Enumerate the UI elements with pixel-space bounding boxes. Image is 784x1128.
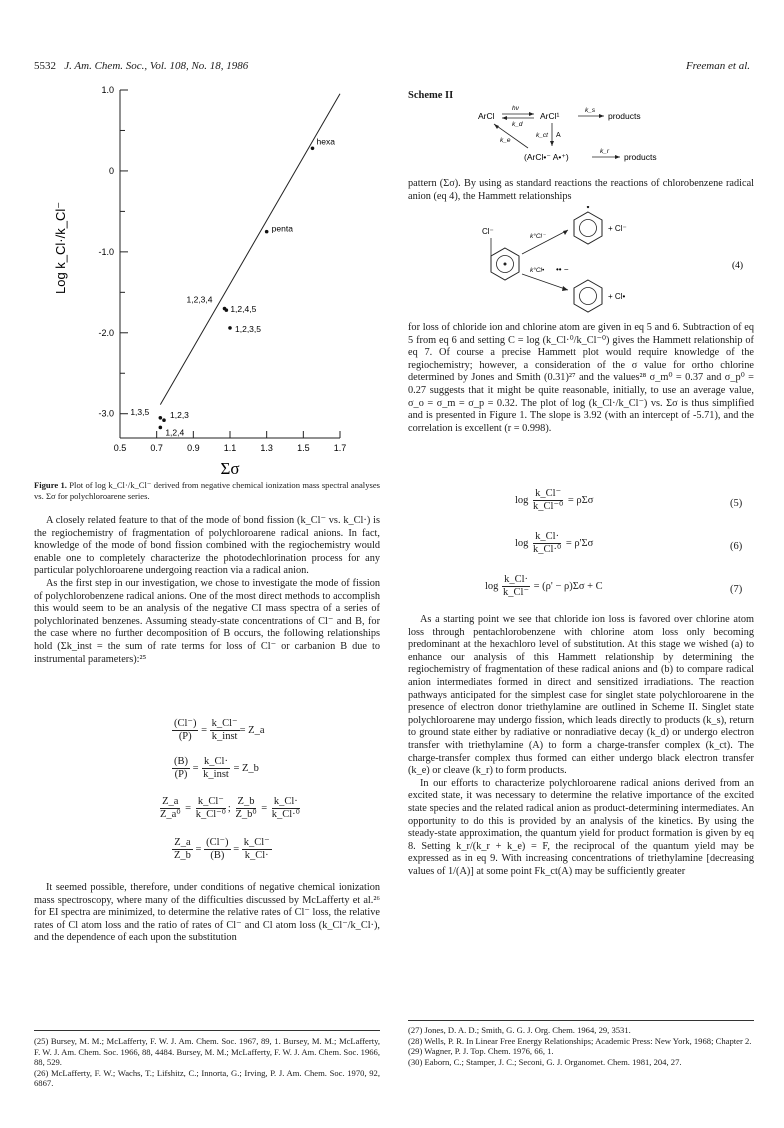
left-column-body [34, 515, 380, 666]
y-tick-label: 0 [108, 165, 114, 176]
equation-5-number: (5) [730, 498, 743, 509]
equation-za-zb: $\frac{Z\_a}{Z\_b}$ = $\frac{(Cl^-)}{(B)}$ = $\frac{k\_Cl^-}{k\_Cl\cdot}$ [174, 837, 270, 861]
eq4-k1: k°Cl⁻ [530, 233, 546, 240]
x-tick-label: 1.1 [223, 443, 237, 453]
reference: (26) McLafferty, F. W.; Wachs, T.; Lifshitz, C.; Innorta, G.; Irving, P. J. Am. Chem. Soc. 1970, 92, 6867. [34, 1067, 380, 1089]
scheme-ii-diagram [470, 100, 710, 172]
y-axis-label: Log k_Cl·/k_Cl⁻ [53, 201, 68, 294]
running-header-author: Freeman et al. [685, 60, 750, 72]
paragraph: As a starting point we see that chloride ion loss is favored over chlorine atom loss through pentachlorobenzene with chlorine atom loss only becoming predominant at the hexachloro level of substitution. At this stage we wished (a) to enhance our analysis of this Hammett relationship by determining the regiochemistry of fragmentation of these radical anions and (b) to compare radical anion intermediates formed in direct and sensitized irradiations. The reaction pathways anticipated for the simplest case for singlet state polychloroarene in the presence of electron donor triethylamine are outlined in Scheme II. Singlet state polychloroarene may undergo fission, which leads directly to products (k_s), return to ground state either by radiative or nonradiative decay (k_d) or undergo electron transfer with triethylamine (A) to form a charge-transfer complex (k_ct). The charge-transfer complex thus formed can either undergo black electron transfer (k_e) or cleave (k_r) to form products. [408, 614, 754, 777]
data-point [159, 426, 163, 430]
data-point [225, 308, 229, 312]
eq4-cl-minus: Cl⁻ [482, 227, 494, 236]
data-point-label: 1,2,3,4 [186, 294, 213, 305]
fit-line [160, 94, 340, 405]
x-tick-label: 1.3 [260, 443, 273, 453]
scheme-kr: k_r [600, 148, 610, 155]
scheme-kct: k_ct [536, 132, 548, 139]
eq4-number: (4) [732, 261, 744, 271]
paragraph: In our efforts to characterize polychloroarene radical anions derived from an excited state, it was necessary to determine the relative importance of the excited state species and the related radical anion as product-determining intermediates. An opportunity to do this is provided by an analysis of the kinetics. By using the steady-state approximation, the quantum yield for product formation is given by eq 8. Setting k_r/(k_r + k_e) = F, the reciprocal of the quantum yield may be expressed as in eq 9. With increasing concentrations of triethylamine [decreasing values of 1/(A)] at some point Fk_ct(A) may be sufficiently greater [408, 777, 754, 877]
right-para-2: for loss of chloride ion and chlorine atom are given in eq 5 and 6. Subtraction of eq 5 from eq 6 and setting C = log (k_Cl·⁰/k_Cl⁻⁰) gives the Hammett relationship of eq 7. Of course a precise Hammett plot would require knowledge of the regiochemistry; however, a consideration of the σ value for ortho chlorine determined by Jones and Smith (0.31)²⁷ and the values²⁸ σ_m⁰ = 0.37 and σ_p⁰ = 0.27 suggests that it might be quite reasonable, initially, to use an average value, σ_o = σ_m = σ_p = 0.32. The plot of log (k_Cl·/k_Cl⁻) vs. Σσ is thus simplified and is presented in Figure 1. The slope is 3.92 (with an intercept of -5.71), and the correlation is excellent (r = 0.998). [408, 322, 754, 434]
data-point [162, 418, 166, 422]
equation-7-number: (7) [730, 584, 743, 595]
scheme-a: A [556, 132, 561, 139]
x-tick-label: 0.9 [187, 443, 200, 453]
equation-6: log $\frac{k\_Cl\cdot}{\text{k\_Cl·⁰}}$ = ρ'Σσ [515, 531, 594, 555]
left-column-body-2 [34, 882, 380, 945]
data-point-label: penta [271, 223, 293, 234]
journal-citation: J. Am. Chem. Soc., Vol. 108, No. 18, 1986 [64, 60, 249, 72]
y-tick-label: 1.0 [101, 85, 114, 95]
eq4-plus-cl-atom: + Cl• [608, 292, 626, 301]
caption-label: Figure 1. [34, 480, 67, 490]
data-point [311, 146, 315, 150]
scheme-products-1: products [608, 111, 641, 121]
data-point-label: 1,2,4 [165, 427, 185, 438]
data-point-label: 1,2,3 [170, 410, 189, 421]
scheme-products-2: products [624, 152, 657, 162]
equation-4-diagram [470, 206, 754, 318]
footnote-rule-right [408, 1020, 754, 1021]
equation-6-number: (6) [730, 541, 743, 552]
reference: (28) Wells, P. R. In Linear Free Energy Relationships; Academic Press: New York, 1968; Chapter 2. [408, 1035, 752, 1046]
scheme-ks: k_s [585, 107, 596, 114]
data-point-label: 1,2,3,5 [235, 323, 261, 334]
svg-text:•• −: •• − [556, 265, 569, 274]
reference: (30) Eaborn, C.; Stamper, J. C.; Seconi, G. J. Organomet. Chem. 1981, 204, 27. [408, 1056, 682, 1067]
phenyl-radical-top [574, 206, 602, 244]
running-header-left [34, 60, 248, 72]
equation-5: log $\frac{k\_Cl^-}{\text{k\_Cl⁻⁰}}$ = ρΣσ [515, 488, 594, 512]
scheme-arcl1: ArCl¹ [540, 111, 560, 121]
eq4-plus-cl-minus: + Cl⁻ [608, 224, 627, 233]
right-references [408, 1025, 754, 1067]
data-point-label: hexa [316, 136, 335, 147]
chlorobenzene-radical-anion [491, 238, 519, 280]
equation-7: log $\frac{k\_Cl\cdot}{k\_Cl^-}$ = (ρ' − ρ)Σσ + C [485, 574, 603, 598]
scheme-ct-complex: (ArCl•⁻ A•⁺) [524, 152, 569, 162]
figure-caption [34, 480, 380, 501]
reference: (25) Bursey, M. M.; McLafferty, F. W. J. Am. Chem. Soc. 1967, 89, 1. Bursey, M. M.; McLafferty, F. W. J. Am. Chem. Soc. 1966, 88, 4484. Bursey, M. M.; McLafferty, F. W. J. Am. Chem. Soc. 1966, 88, 529. [34, 1036, 380, 1068]
x-tick-label: 0.5 [113, 443, 127, 453]
scheme-arcl: ArCl [478, 111, 495, 121]
y-tick-label: -2.0 [98, 327, 114, 338]
scheme-kd: k_d [512, 121, 523, 128]
reference: (27) Jones, D. A. D.; Smith, G. G. J. Org. Chem. 1964, 29, 3531. [408, 1025, 631, 1035]
scheme-ke: k_e [500, 137, 511, 144]
left-references [34, 1036, 380, 1089]
data-point [265, 230, 269, 234]
right-para-1: pattern (Σσ). By using as standard reactions the reactions of chlorobenzene radical anion (eq 4), the Hammett relationships [408, 178, 754, 202]
page-number: 5532 [34, 60, 56, 72]
equation-ratios: $\frac{Z\_a}{\text{Z\_a⁰}}$ = $\frac{k\_Cl^-}{\text{k\_Cl⁻⁰}}$ ; $\frac{Z\_b}{\text{Z\_b⁰}}$ = $\frac{k\_Cl\cdot}{\text{k\_Cl·⁰}}$ [160, 796, 300, 820]
scheme-title: Scheme II [408, 90, 454, 101]
caption-text: Plot of log k_Cl·/k_Cl⁻ derived from negative chemical ionization mass spectral analyses vs. Σσ for polychloroarene series. [34, 480, 380, 501]
scheme-hv: hν [512, 105, 519, 112]
y-tick-label: -3.0 [98, 408, 114, 419]
right-column-body [408, 614, 754, 878]
x-tick-label: 1.5 [297, 443, 310, 453]
x-tick-label: 1.7 [333, 443, 347, 453]
data-point-label: 1,2,4,5 [230, 304, 257, 315]
equation-za: $\frac{(Cl^-)}{(P)}$ = $\frac{k\_Cl^-}{\text{k\_inst}}$ = Z_a [174, 718, 265, 742]
footnote-rule [34, 1030, 380, 1031]
phenyl-anion-bottom [574, 280, 602, 312]
paragraph: A closely related feature to that of the mode of bond fission (k_Cl⁻ vs. k_Cl·) is the regiochemistry of fragmentation of polychloroarene radical anions. In fact, knowledge of the mode of bond fission combined with the regiochemistry would enable one to completely characterize the photodechlorination process for any particular polychloroarene undergoing reaction via a radical anion. [34, 515, 380, 577]
data-point [228, 326, 232, 330]
paragraph: It seemed possible, therefore, under conditions of negative chemical ionization mass spectroscopy, where many of the difficulties discussed by McLafferty et al.²⁶ for EI spectra are minimized, to determine the relative rates of Cl⁻ loss, the relative rates of Cl atom loss and the ratio of rates of Cl⁻ and Cl atom loss (k_Cl⁻/k_Cl·), and the dependence of each upon the substitution [34, 882, 380, 944]
paragraph: As the first step in our investigation, we chose to investigate the mode of fission of polychlorobenzene radical anions. One of the most direct methods to accomplish this would seem to be an analysis of the negative CI mass spectra of a series of polychlorinated benzenes. Assuming steady-state concentrations of Cl⁻ and B, for the case where no further decomposition of B occurs, the following relationships hold (Σk_inst = the sum of rate terms for loss of Cl⁻ or carbanion B due to instrumental parameters):²⁵ [34, 577, 380, 665]
figure-1-chart [30, 80, 380, 480]
y-tick-label: -1.0 [98, 246, 114, 257]
data-point-label: 1,3,5 [130, 406, 150, 417]
x-tick-label: 0.7 [150, 443, 163, 453]
data-point [159, 416, 163, 420]
reference: (29) Wagner, P. J. Top. Chem. 1976, 66, 1. [408, 1046, 554, 1057]
x-axis-label: Σσ [220, 459, 240, 478]
equation-zb: $\frac{(B)}{(P)}$ = $\frac{k\_Cl\cdot}{\text{k\_inst}}$ = Z_b [174, 756, 259, 780]
eq4-k2: k°Cl• [530, 267, 545, 274]
